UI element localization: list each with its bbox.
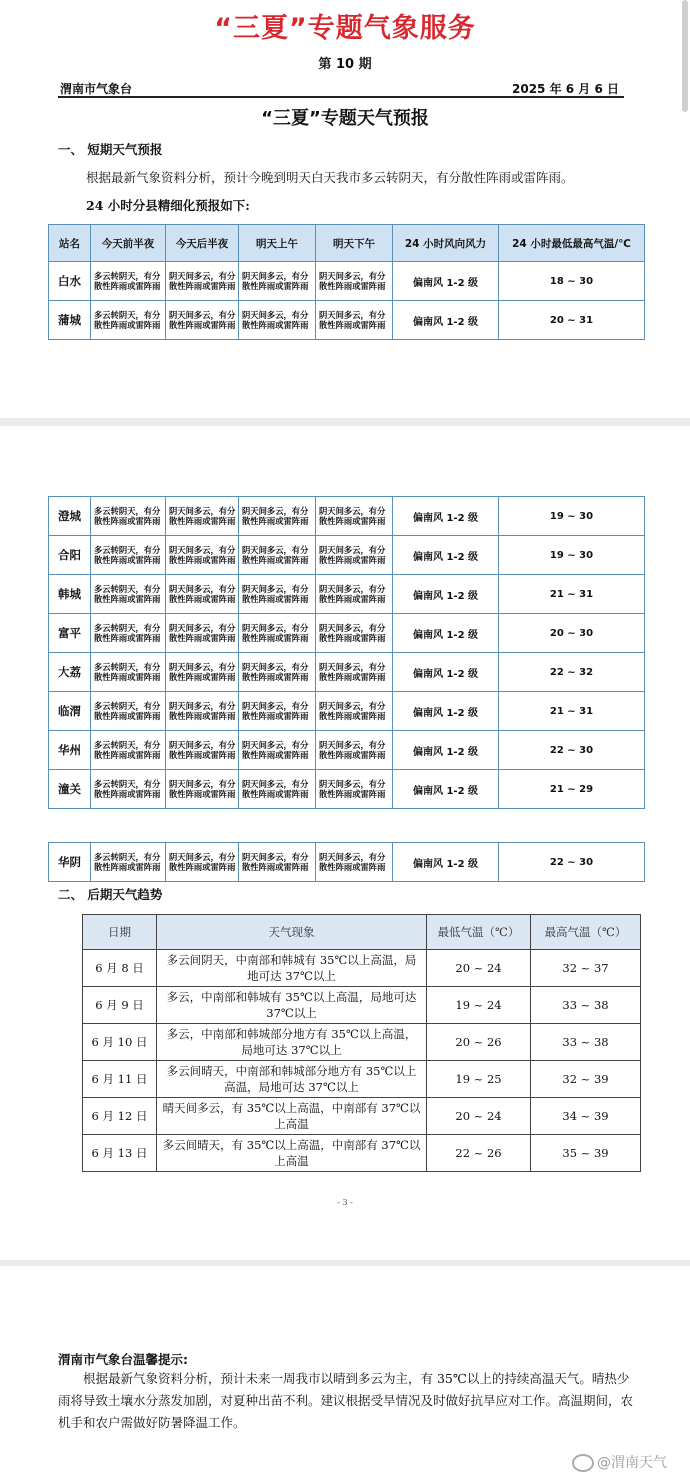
issue-number: 第 10 期 [318,57,372,72]
forecast-cell: 阴天间多云，有分散性阵雨或雷阵雨 [166,301,239,340]
station-name: 白水 [49,262,91,301]
min-temp-cell: 20 ~ 24 [427,950,531,987]
max-temp-cell: 34 ~ 39 [531,1098,641,1135]
table-row [49,731,645,770]
table-row [49,843,645,882]
table-row [49,614,645,653]
watermark-text: @渭南天气 [597,1455,667,1471]
watermark [572,1452,667,1472]
wind-cell: 偏南风 1-2 级 [393,575,499,614]
forecast-title: “三夏”专题天气预报 [261,108,429,129]
table-row [49,536,645,575]
forecast-cell: 阴天间多云，有分散性阵雨或雷阵雨 [166,536,239,575]
forecast-cell: 阴天间多云，有分散性阵雨或雷阵雨 [316,497,393,536]
forecast-cell: 多云转阴天，有分散性阵雨或雷阵雨 [91,843,166,882]
temperature-cell: 21 ~ 29 [499,770,645,809]
forecast-cell: 多云转阴天，有分散性阵雨或雷阵雨 [91,575,166,614]
forecast-cell: 多云转阴天，有分散性阵雨或雷阵雨 [91,692,166,731]
forecast-cell: 阴天间多云，有分散性阵雨或雷阵雨 [316,614,393,653]
wind-cell: 偏南风 1-2 级 [393,731,499,770]
forecast-cell: 阴天间多云，有分散性阵雨或雷阵雨 [239,614,316,653]
forecast-cell: 阴天间多云，有分散性阵雨或雷阵雨 [239,575,316,614]
forecast-cell: 阴天间多云，有分散性阵雨或雷阵雨 [239,536,316,575]
forecast-cell: 多云转阴天，有分散性阵雨或雷阵雨 [91,653,166,692]
station-name: 华阴 [49,843,91,882]
wind-cell: 偏南风 1-2 级 [393,497,499,536]
station-name: 澄城 [49,497,91,536]
table-row [83,987,641,1024]
forecast-cell: 阴天间多云，有分散性阵雨或雷阵雨 [166,575,239,614]
county-forecast-table [48,224,645,340]
forecast-cell: 阴天间多云，有分散性阵雨或雷阵雨 [316,301,393,340]
temperature-cell: 19 ~ 30 [499,536,645,575]
column-header: 今天后半夜 [166,225,239,262]
weather-cell: 多云，中南部和韩城部分地方有 35℃以上高温，局地可达 37℃以上 [157,1024,427,1061]
date-cell: 6 月 11 日 [83,1061,157,1098]
forecast-cell: 多云转阴天，有分散性阵雨或雷阵雨 [91,497,166,536]
forecast-cell: 阴天间多云，有分散性阵雨或雷阵雨 [166,614,239,653]
forecast-cell: 阴天间多云，有分散性阵雨或雷阵雨 [239,843,316,882]
weather-cell: 晴天间多云，有 35℃以上高温，中南部有 37℃以上高温 [157,1098,427,1135]
forecast-cell: 阴天间多云，有分散性阵雨或雷阵雨 [166,262,239,301]
wind-cell: 偏南风 1-2 级 [393,536,499,575]
column-header: 明天上午 [239,225,316,262]
station-name: 韩城 [49,575,91,614]
forecast-cell: 阴天间多云，有分散性阵雨或雷阵雨 [239,770,316,809]
temperature-cell: 22 ~ 30 [499,843,645,882]
station-name: 潼关 [49,770,91,809]
station-name: 合阳 [49,536,91,575]
forecast-cell: 阴天间多云，有分散性阵雨或雷阵雨 [316,770,393,809]
forecast-cell: 阴天间多云，有分散性阵雨或雷阵雨 [166,731,239,770]
temperature-cell: 22 ~ 32 [499,653,645,692]
wind-cell: 偏南风 1-2 级 [393,262,499,301]
forecast-cell: 阴天间多云，有分散性阵雨或雷阵雨 [239,692,316,731]
temperature-cell: 22 ~ 30 [499,731,645,770]
weibo-icon [572,1454,594,1472]
column-header: 站名 [49,225,91,262]
table-row [83,1061,641,1098]
forecast-cell: 多云转阴天，有分散性阵雨或雷阵雨 [91,301,166,340]
county-forecast-table-continued [48,496,645,809]
table-row [83,1135,641,1172]
forecast-cell: 阴天间多云，有分散性阵雨或雷阵雨 [166,497,239,536]
forecast-cell: 阴天间多云，有分散性阵雨或雷阵雨 [239,731,316,770]
temperature-cell: 20 ~ 31 [499,301,645,340]
date-cell: 6 月 9 日 [83,987,157,1024]
forecast-cell: 阴天间多云，有分散性阵雨或雷阵雨 [239,301,316,340]
table-row [83,1024,641,1061]
wind-cell: 偏南风 1-2 级 [393,770,499,809]
section1-intro: 24 小时分县精细化预报如下: [86,198,250,213]
temperature-cell: 18 ~ 30 [499,262,645,301]
temperature-cell: 21 ~ 31 [499,692,645,731]
column-header: 最低气温（℃） [427,915,531,950]
max-temp-cell: 35 ~ 39 [531,1135,641,1172]
table-row [49,301,645,340]
table-row [83,1098,641,1135]
date-cell: 6 月 8 日 [83,950,157,987]
column-header: 日期 [83,915,157,950]
forecast-cell: 阴天间多云，有分散性阵雨或雷阵雨 [316,843,393,882]
wind-cell: 偏南风 1-2 级 [393,301,499,340]
weather-cell: 多云间晴天，有 35℃以上高温，中南部有 37℃以上高温 [157,1135,427,1172]
min-temp-cell: 20 ~ 24 [427,1098,531,1135]
column-header: 24 小时最低最高气温/℃ [499,225,645,262]
document-title: “三夏”专题气象服务 [214,13,476,44]
station-name: 富平 [49,614,91,653]
forecast-cell: 阴天间多云，有分散性阵雨或雷阵雨 [316,536,393,575]
forecast-cell: 阴天间多云，有分散性阵雨或雷阵雨 [166,843,239,882]
station-name: 蒲城 [49,301,91,340]
date-cell: 6 月 13 日 [83,1135,157,1172]
station-name: 华州 [49,731,91,770]
column-header: 天气现象 [157,915,427,950]
table-row [49,653,645,692]
min-temp-cell: 19 ~ 25 [427,1061,531,1098]
forecast-cell: 阴天间多云，有分散性阵雨或雷阵雨 [316,653,393,692]
section2-heading: 二、 后期天气趋势 [58,887,163,902]
page-gap [0,418,690,426]
table-row [83,950,641,987]
temperature-cell: 20 ~ 30 [499,614,645,653]
table-header-row [49,225,645,262]
publish-date: 2025 年 6 月 6 日 [512,82,619,96]
wind-cell: 偏南风 1-2 级 [393,692,499,731]
forecast-cell: 阴天间多云，有分散性阵雨或雷阵雨 [316,575,393,614]
forecast-cell: 多云转阴天，有分散性阵雨或雷阵雨 [91,262,166,301]
table-row [49,692,645,731]
max-temp-cell: 32 ~ 37 [531,950,641,987]
temperature-cell: 19 ~ 30 [499,497,645,536]
forecast-cell: 多云转阴天，有分散性阵雨或雷阵雨 [91,536,166,575]
weather-cell: 多云，中南部和韩城有 35℃以上高温，局地可达 37℃以上 [157,987,427,1024]
min-temp-cell: 20 ~ 26 [427,1024,531,1061]
table-row [49,262,645,301]
weather-cell: 多云间阴天，中南部和韩城有 35℃以上高温，局地可达 37℃以上 [157,950,427,987]
column-header: 明天下午 [316,225,393,262]
table-row [49,497,645,536]
table-row [49,770,645,809]
forecast-cell: 阴天间多云，有分散性阵雨或雷阵雨 [316,692,393,731]
table-header-row [83,915,641,950]
forecast-cell: 阴天间多云，有分散性阵雨或雷阵雨 [166,770,239,809]
forecast-cell: 阴天间多云，有分散性阵雨或雷阵雨 [166,653,239,692]
forecast-cell: 阴天间多云，有分散性阵雨或雷阵雨 [316,731,393,770]
forecast-cell: 阴天间多云，有分散性阵雨或雷阵雨 [239,653,316,692]
max-temp-cell: 33 ~ 38 [531,1024,641,1061]
column-header: 最高气温（℃） [531,915,641,950]
forecast-cell: 阴天间多云，有分散性阵雨或雷阵雨 [239,497,316,536]
tip-text: 根据最新气象资料分析，预计未来一周我市以晴到多云为主，有 35℃以上的持续高温天气。晴热少雨将导致土壤水分蒸发加剧，对夏种出苗不利。建议根据受旱情况及时做好抗旱应对工作。高温期间，农机手和农户需做好防暑降温工作。 [58,1371,634,1430]
wind-cell: 偏南风 1-2 级 [393,614,499,653]
wind-cell: 偏南风 1-2 级 [393,843,499,882]
date-cell: 6 月 12 日 [83,1098,157,1135]
table-row [49,575,645,614]
weather-cell: 多云间晴天，中南部和韩城部分地方有 35℃以上高温，局地可达 37℃以上 [157,1061,427,1098]
max-temp-cell: 32 ~ 39 [531,1061,641,1098]
forecast-cell: 多云转阴天，有分散性阵雨或雷阵雨 [91,731,166,770]
min-temp-cell: 22 ~ 26 [427,1135,531,1172]
temperature-cell: 21 ~ 31 [499,575,645,614]
publisher: 渭南市气象台 [60,82,133,96]
wind-cell: 偏南风 1-2 级 [393,653,499,692]
max-temp-cell: 33 ~ 38 [531,987,641,1024]
date-cell: 6 月 10 日 [83,1024,157,1061]
trend-table [82,914,641,1172]
forecast-cell: 多云转阴天，有分散性阵雨或雷阵雨 [91,614,166,653]
section1-summary: 根据最新气象资料分析，预计今晚到明天白天我市多云转阴天，有分散性阵雨或雷阵雨。 [86,170,574,185]
station-name: 大荔 [49,653,91,692]
min-temp-cell: 19 ~ 24 [427,987,531,1024]
forecast-cell: 阴天间多云，有分散性阵雨或雷阵雨 [166,692,239,731]
tip-heading: 渭南市气象台温馨提示: [58,1352,188,1367]
page-number: - 3 - [337,1198,353,1207]
column-header: 24 小时风向风力 [393,225,499,262]
county-forecast-table-continued [48,842,645,882]
forecast-cell: 阴天间多云，有分散性阵雨或雷阵雨 [239,262,316,301]
column-header: 今天前半夜 [91,225,166,262]
forecast-cell: 多云转阴天，有分散性阵雨或雷阵雨 [91,770,166,809]
station-name: 临渭 [49,692,91,731]
section1-heading: 一、 短期天气预报 [58,142,163,157]
header-rule [58,96,624,98]
forecast-cell: 阴天间多云，有分散性阵雨或雷阵雨 [316,262,393,301]
